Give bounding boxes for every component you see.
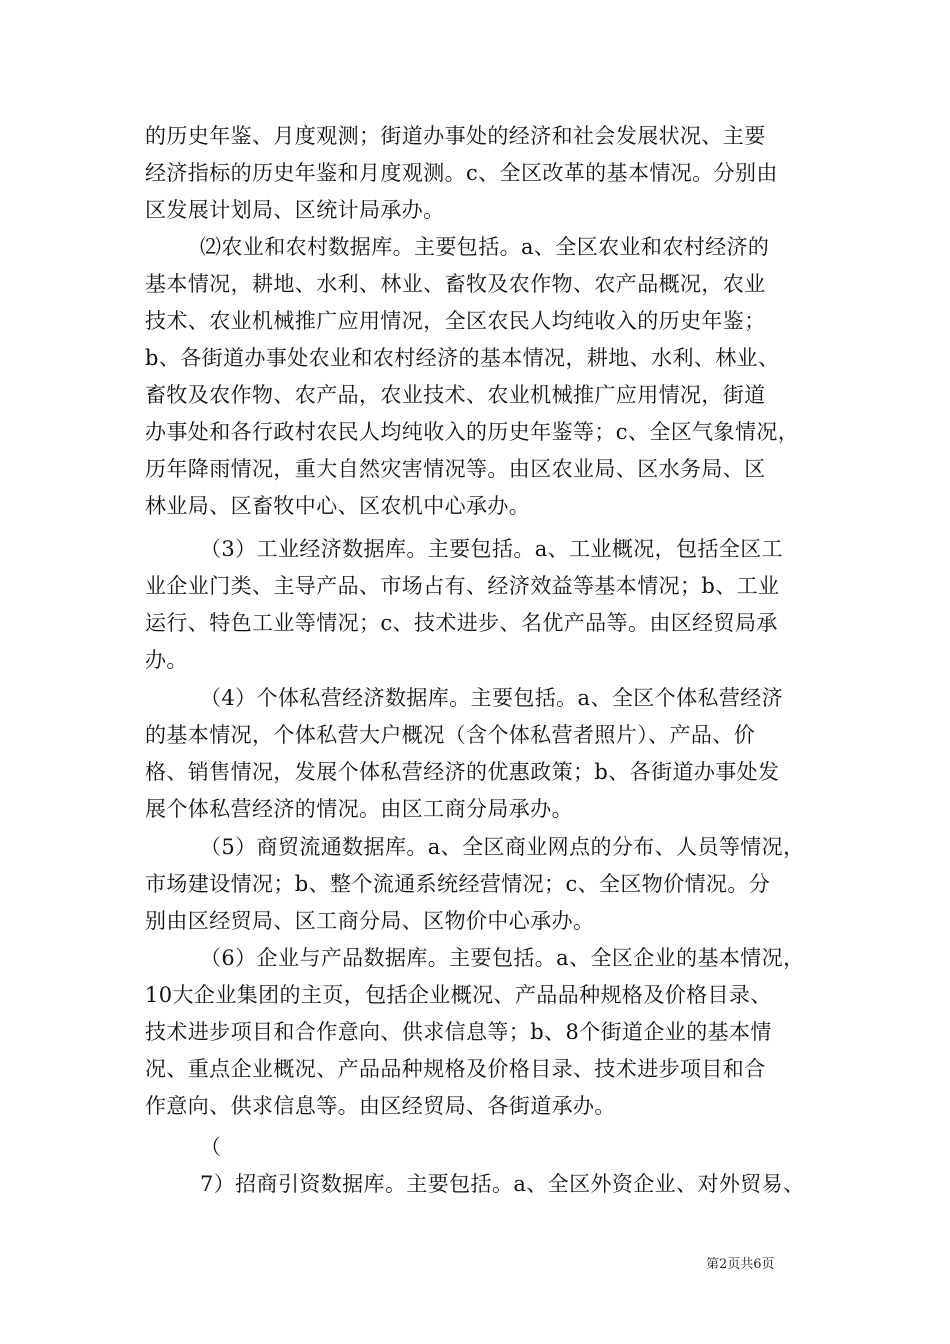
text-line: 畜牧及农作物、农产品，农业技术、农业机械推广应用情况，街道 [145, 383, 766, 407]
text-line: 况、重点企业概况、产品品种规格及价格目录、技术进步项目和合 [145, 1057, 766, 1081]
text-line: 7）招商引资数据库。主要包括。a、全区外资企业、对外贸易、 [200, 1172, 805, 1196]
text-line: 技术进步项目和合作意向、供求信息等；b、8个街道企业的基本情 [145, 1020, 772, 1044]
text-line: 林业局、区畜牧中心、区农机中心承办。 [145, 494, 531, 518]
text-line: 展个体私营经济的情况。由区工商分局承办。 [145, 797, 573, 821]
text-line: 区发展计划局、区统计局承办。 [145, 198, 445, 222]
text-line: （6）企业与产品数据库。主要包括。a、全区企业的基本情况， [200, 946, 805, 970]
text-line: 10大企业集团的主页，包括企业概况、产品品种规格及价格目录、 [145, 983, 772, 1007]
text-line: 基本情况，耕地、水利、林业、畜牧及农作物、农产品概况，农业 [145, 272, 766, 296]
text-line: （4）个体私营经济数据库。主要包括。a、全区个体私营经济 [200, 686, 784, 710]
text-line: b、各街道办事处农业和农村经济的基本情况，耕地、水利、林业、 [145, 346, 780, 370]
text-line: 业企业门类、主导产品、市场占有、经济效益等基本情况；b、工业 [145, 574, 780, 598]
text-line: 历年降雨情况，重大自然灾害情况等。由区农业局、区水务局、区 [145, 457, 766, 481]
page-number: 第2页共6页 [706, 1257, 775, 1272]
text-line: 技术、农业机械推广应用情况，全区农民人均纯收入的历史年鉴； [145, 309, 766, 333]
text-line: 经济指标的历史年鉴和月度观测。c、全区改革的基本情况。分别由 [145, 161, 778, 185]
text-line: （5）商贸流通数据库。a、全区商业网点的分布、人员等情况， [200, 835, 805, 859]
text-line: 办。 [145, 648, 188, 672]
text-line: 别由区经贸局、区工商分局、区物价中心承办。 [145, 909, 595, 933]
text-line: 市场建设情况；b、整个流通系统经营情况；c、全区物价情况。分 [145, 872, 771, 896]
text-line: 的历史年鉴、月度观测；街道办事处的经济和社会发展状况、主要 [145, 124, 766, 148]
text-line: 作意向、供求信息等。由区经贸局、各街道承办。 [145, 1094, 616, 1118]
text-line: 格、销售情况，发展个体私营经济的优惠政策；b、各街道办事处发 [145, 760, 780, 784]
text-line: 的基本情况，个体私营大户概况（含个体私营者照片）、产品、价 [145, 723, 756, 747]
text-line: 办事处和各行政村农民人均纯收入的历史年鉴等；c、全区气象情况， [145, 420, 800, 444]
text-line: 运行、特色工业等情况；c、技术进步、名优产品等。由区经贸局承 [145, 611, 778, 635]
text-line: （ [200, 1135, 222, 1159]
text-line: （3）工业经济数据库。主要包括。a、工业概况，包括全区工 [200, 537, 784, 561]
text-line: ⑵农业和农村数据库。主要包括。a、全区农业和农村经济的 [200, 235, 770, 259]
